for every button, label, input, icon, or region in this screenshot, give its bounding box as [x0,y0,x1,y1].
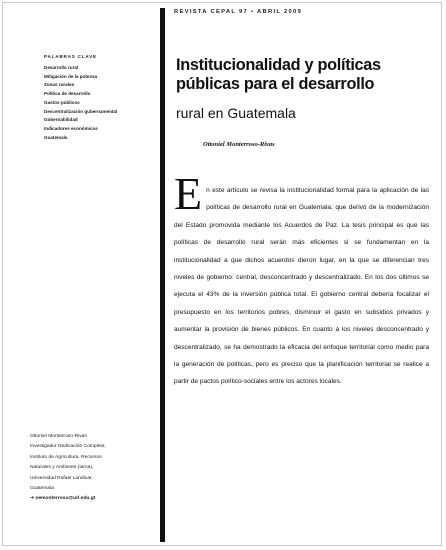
article-title: Institucionalidad y políticas públicas para el desarrollo [176,56,381,93]
affiliation-line: Investigador Dedicación Completa, [30,444,106,450]
affiliation-line: Instituto de Agricultura, Recursos [30,454,102,460]
abstract-text [174,168,429,391]
keywords-block [44,54,154,142]
keyword-item: Desarrollo rural [44,65,79,70]
affiliation-line: Naturales y Ambiente (iarna), [30,465,94,471]
keywords-title: PALABRAS CLAVE [44,54,97,59]
vertical-rule [160,8,165,542]
keyword-item: Mitigación de la pobreza [44,73,98,79]
keyword-item: Zonas rurales [44,82,75,88]
keyword-item: Guatemala [44,134,68,140]
article-author: Ottoniel Monterroso-Rivas [203,141,275,148]
drop-cap: E [174,168,203,219]
article-subtitle: rural en Guatemala [176,105,296,121]
author-email[interactable]: oemonterroso@url.edu.gt [35,496,96,502]
email-line [30,494,155,504]
author-affiliation [30,432,155,505]
arrow-icon: ➜ [30,496,35,502]
affiliation-line: Ottoniel Monterroso-Rivas [30,434,87,439]
abstract-body: n este artículo se revisa la institucionalidad formal para la aplicación de las políticas de desarrollo rural en Guatemala, que derivó de la modernización del Estado promovida mediante los Acuerdos de Paz. La tesis principal es que las políticas de desarrollo rural serán más eficientes si se fundamentan en la institucionalidad a que dichos acuerdos dieron lugar, en la que se diferencian tres niveles de gobierno: central, desconcentrado y descentralizado. En los dos últimos se ejecuta el 43% de la inversión pública total. El gobierno central debería focalizar el presupuesto en los territorios pobres, disminuir el gasto en subsidios privados y aumentar la provisión de bienes públicos. En cuanto a los niveles desconcentrado y descentralizado, se ha demostrado la eficacia del enfoque territorial como medio para la generación de políticas, pero es preciso que la planificación territorial se realice a partir de pactos político-sociales entre los actores locales. [174,187,429,386]
affiliation-line: Guatemala [30,486,54,492]
keyword-item: Gobernabilidad [44,117,78,123]
journal-header: REVISTA CEPAL 97 • ABRIL 2009 [174,9,303,15]
keyword-item: Política de desarrollo [44,91,91,97]
keyword-item: Descentralización gubernamental [44,108,118,114]
affiliation-line: Universidad Rafael Landívar, [30,475,93,481]
keyword-item: Indicadores económicos [44,125,98,131]
keyword-item: Gastos públicos [44,99,80,105]
